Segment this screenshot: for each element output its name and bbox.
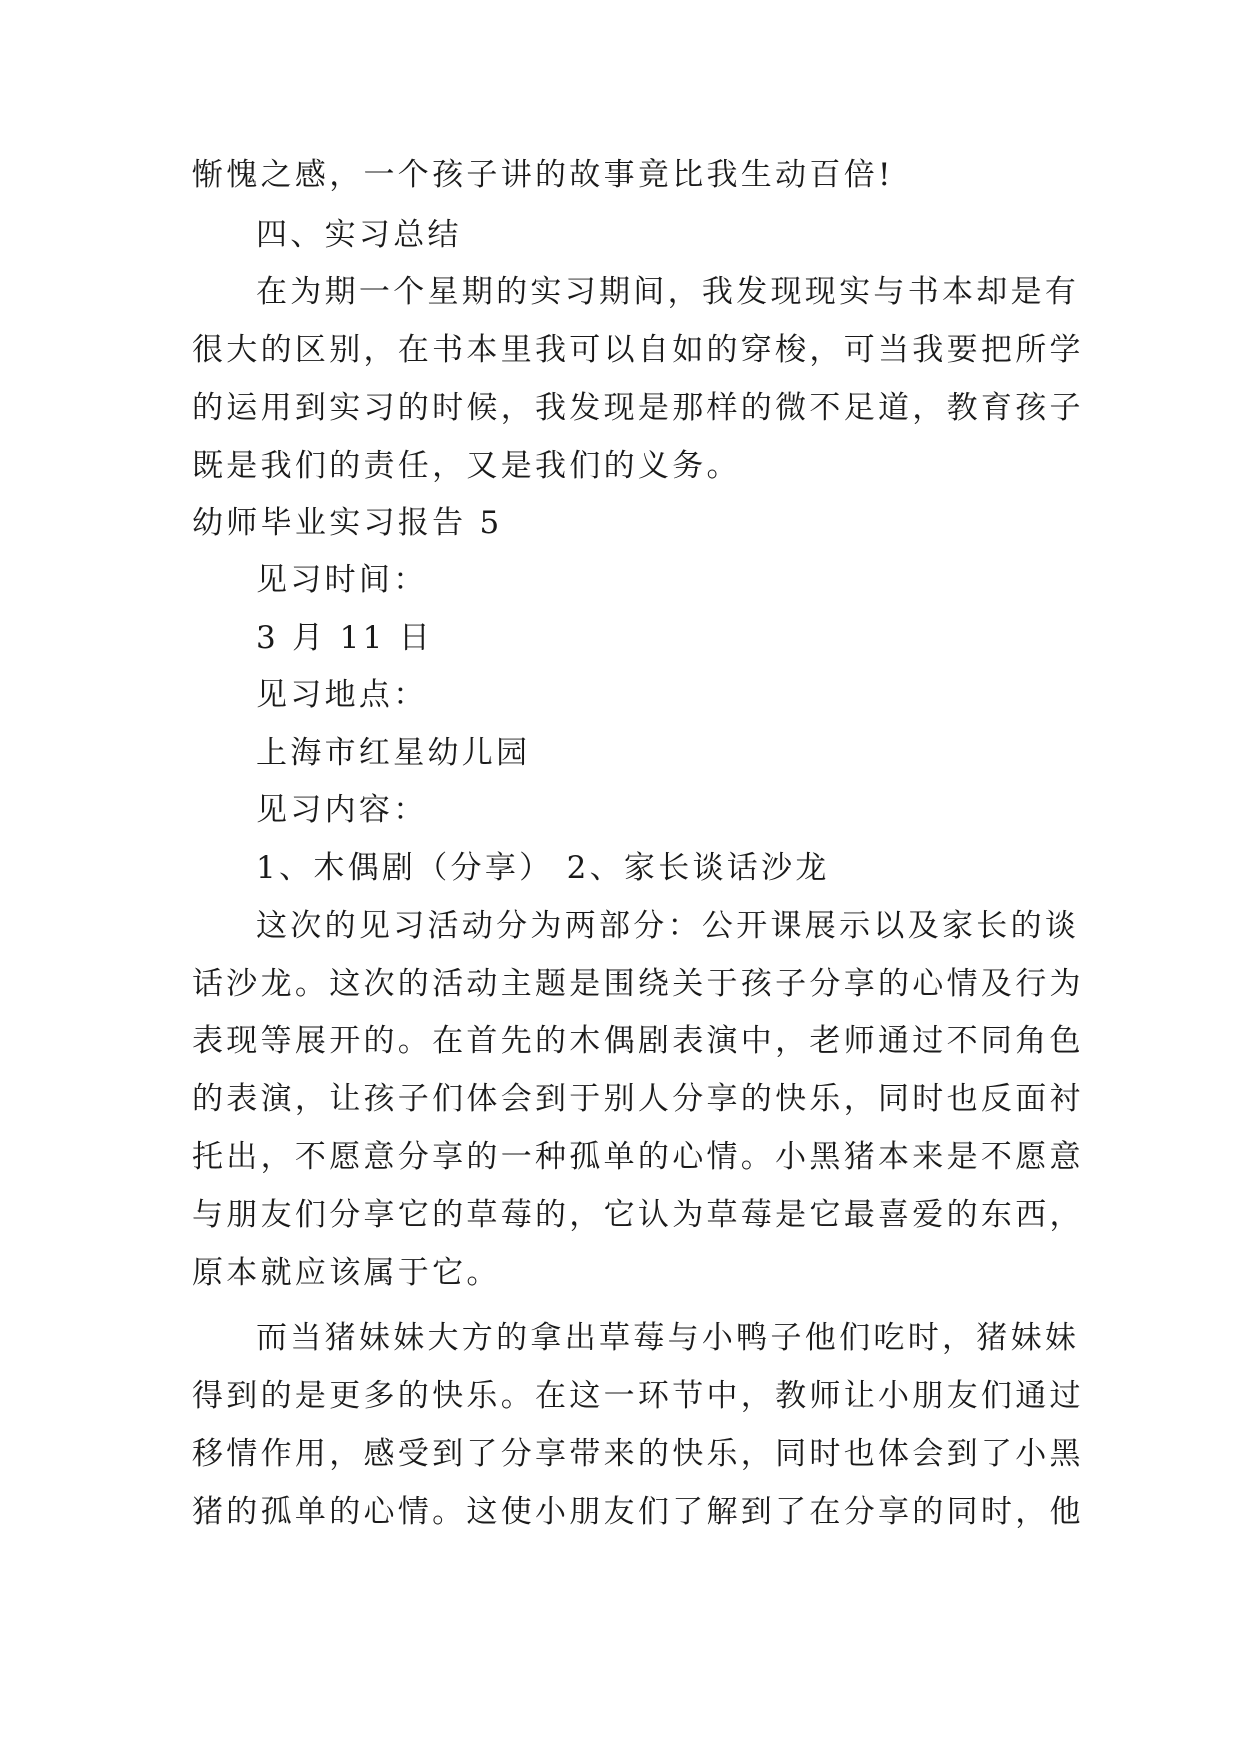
paragraph-line: 而当猪妹妹大方的拿出草莓与小鸭子他们吃时，猪妹妹	[256, 1320, 1080, 1356]
paragraph-line: 的运用到实习的时候，我发现是那样的微不足道，教育孩子	[192, 390, 1084, 426]
paragraph-line: 得到的是更多的快乐。在这一环节中，教师让小朋友们通过	[192, 1378, 1084, 1414]
paragraph-line: 移情作用，感受到了分享带来的快乐，同时也体会到了小黑	[192, 1436, 1084, 1472]
paragraph-line: 与朋友们分享它的草莓的，它认为草莓是它最喜爱的东西，	[192, 1197, 1084, 1233]
paragraph-line: 既是我们的责任，又是我们的义务。	[192, 448, 741, 484]
field-value: 上海市红星幼儿园	[256, 735, 531, 771]
section-heading: 四、实习总结	[256, 217, 462, 253]
paragraph-line: 惭愧之感，一个孩子讲的故事竟比我生动百倍!	[192, 157, 894, 193]
paragraph-line: 这次的见习活动分为两部分：公开课展示以及家长的谈	[256, 908, 1080, 944]
paragraph-line: 托出，不愿意分享的一种孤单的心情。小黑猪本来是不愿意	[192, 1139, 1084, 1175]
field-label: 见习地点：	[256, 677, 428, 713]
paragraph-line: 很大的区别，在书本里我可以自如的穿梭，可当我要把所学	[192, 332, 1084, 368]
field-value: 1、木偶剧（分享） 2、家长谈话沙龙	[256, 850, 830, 886]
paragraph-line: 话沙龙。这次的活动主题是围绕关于孩子分享的心情及行为	[192, 966, 1084, 1002]
field-value: 3 月 11 日	[256, 620, 434, 656]
paragraph-line: 猪的孤单的心情。这使小朋友们了解到了在分享的同时，他	[192, 1494, 1084, 1530]
paragraph-line: 表现等展开的。在首先的木偶剧表演中，老师通过不同角色	[192, 1023, 1084, 1059]
paragraph-line: 原本就应该属于它。	[192, 1255, 501, 1291]
paragraph-line: 在为期一个星期的实习期间，我发现现实与书本却是有	[256, 274, 1080, 310]
report-title: 幼师毕业实习报告 5	[192, 505, 503, 541]
paragraph-line: 的表演，让孩子们体会到于别人分享的快乐，同时也反面衬	[192, 1081, 1084, 1117]
field-label: 见习内容：	[256, 792, 428, 828]
field-label: 见习时间：	[256, 562, 428, 598]
